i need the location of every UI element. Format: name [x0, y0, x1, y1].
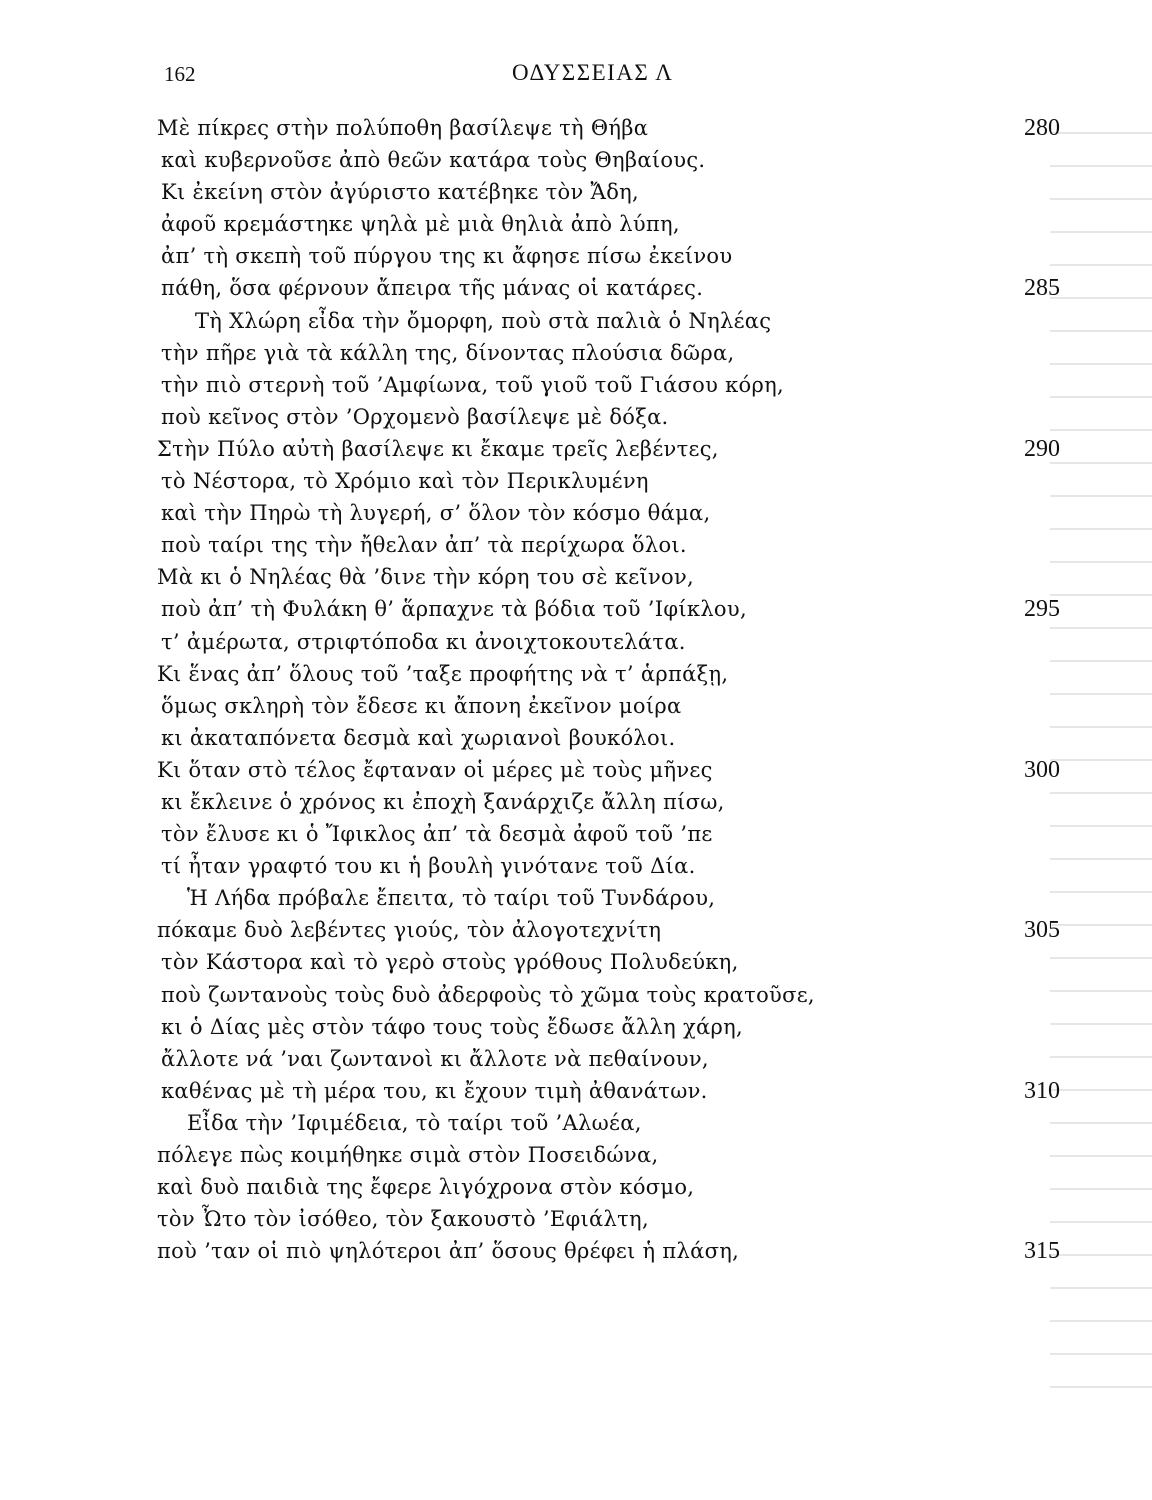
verse-text: κι ὁ Δίας μὲς στὸν τάφο τους τοὺς ἔδωσε ἄλλη χάρη,	[161, 1014, 743, 1039]
verse-text: κι ἔκλεινε ὁ χρόνος κι ἐποχὴ ξανάρχιζε ἄλλη πίσω,	[161, 789, 725, 814]
poem-line	[0, 112, 1152, 144]
poem-line	[0, 272, 1152, 304]
poem-line	[0, 561, 1152, 593]
poem-line	[0, 401, 1152, 433]
verse-text: τὸν Κάστορα καὶ τὸ γερὸ στοὺς γρόθους Πολυδεύκη,	[161, 950, 739, 975]
poem-line	[0, 754, 1152, 786]
poem-line	[0, 529, 1152, 561]
poem-line	[0, 1075, 1152, 1107]
verse-text: κι ἀκαταπόνετα δεσμὰ καὶ χωριανοὶ βουκόλοι.	[161, 725, 676, 750]
poem-line	[0, 144, 1152, 176]
line-number: 300	[1024, 756, 1060, 783]
verse-text: Στὴν Πύλο αὐτὴ βασίλεψε κι ἔκαμε τρεῖς λεβέντες,	[157, 436, 719, 461]
poem-line	[0, 1139, 1152, 1171]
verse-text: Μὰ κι ὁ Νηλέας θὰ ’δινε τὴν κόρη του σὲ κεῖνον,	[157, 565, 695, 590]
poem-line	[0, 658, 1152, 690]
verse-text: ἀφοῦ κρεμάστηκε ψηλὰ μὲ μιὰ θηλιὰ ἀπὸ λύπη,	[161, 212, 680, 237]
poem-line	[0, 337, 1152, 369]
poem-line	[0, 1011, 1152, 1043]
verse-text: ποὺ ζωντανοὺς τοὺς δυὸ ἀδερφοὺς τὸ χῶμα τοὺς κρατοῦσε,	[161, 982, 815, 1007]
page-number: 162	[164, 62, 196, 86]
verse-text: ὅμως σκληρὴ τὸν ἔδεσε κι ἄπονη ἐκεῖνον μοίρα	[161, 693, 682, 718]
poem-line	[0, 1107, 1152, 1139]
poem-line	[0, 979, 1152, 1011]
verse-text: καὶ κυβερνοῦσε ἀπὸ θεῶν κατάρα τοὺς Θηβαίους.	[161, 148, 706, 173]
verse-text: ἀπ’ τὴ σκεπὴ τοῦ πύργου της κι ἄφησε πίσω ἐκείνου	[161, 244, 733, 269]
poem-line	[0, 497, 1152, 529]
poem-line	[0, 465, 1152, 497]
verse-text: Μὲ πίκρες στὴν πολύποθη βασίλεψε τὴ Θήβα	[157, 116, 649, 140]
poem-line	[0, 882, 1152, 914]
poem-line	[0, 1171, 1152, 1203]
verse-text: Ἡ Λήδα πρόβαλε ἔπειτα, τὸ ταίρι τοῦ Τυνδάρου,	[187, 886, 716, 911]
poem-line	[0, 818, 1152, 850]
verse-text: πόλεγε πὼς κοιμήθηκε σιμὰ στὸν Ποσειδώνα,	[157, 1143, 659, 1167]
poem-line	[0, 593, 1152, 625]
verse-text: τὴν πιὸ στερνὴ τοῦ ’Αμφίωνα, τοῦ γιοῦ τοῦ Γιάσου κόρη,	[161, 372, 784, 397]
verse-text: ποὺ ’ταν οἱ πιὸ ψηλότεροι ἀπ’ ὅσους θρέφει ἡ πλάση,	[157, 1239, 740, 1264]
verse-text: ποὺ κεῖνος στὸν ’Ορχομενὸ βασίλεψε μὲ δόξα.	[161, 404, 669, 429]
poem-line	[0, 369, 1152, 401]
poem-line	[0, 433, 1152, 465]
verse-text: Τὴ Χλώρη εἶδα τὴν ὄμορφη, ποὺ στὰ παλιὰ ὁ Νηλέας	[195, 308, 772, 333]
line-number: 305	[1024, 917, 1060, 944]
poem-line	[0, 240, 1152, 272]
line-number: 290	[1024, 435, 1060, 462]
poem-line	[0, 1043, 1152, 1075]
verse-text: καθένας μὲ τὴ μέρα του, κι ἔχουν τιμὴ ἀθανάτων.	[161, 1078, 708, 1103]
poem-line	[0, 208, 1152, 240]
verse-text: ποὺ ἀπ’ τὴ Φυλάκη θ’ ἅρπαχνε τὰ βόδια τοῦ ’Ιφίκλου,	[161, 597, 747, 622]
verse-text: ἄλλοτε νά ’ναι ζωντανοὶ κι ἄλλοτε νὰ πεθαίνουν,	[161, 1046, 709, 1071]
page-header	[0, 56, 1152, 92]
poem-line	[0, 1203, 1152, 1235]
verse-text: ποὺ ταίρι της τὴν ἤθελαν ἀπ’ τὰ περίχωρα ὅλοι.	[161, 533, 687, 558]
poem-line	[0, 914, 1152, 946]
poem-body	[0, 112, 1152, 1267]
running-title: ΟΔΥΣΣΕΙΑΣ Λ	[512, 60, 674, 85]
verse-text: πάθη, ὅσα φέρνουν ἄπειρα τῆς μάνας οἱ κατάρες.	[161, 276, 704, 301]
poem-line	[0, 626, 1152, 658]
poem-line	[0, 1235, 1152, 1267]
verse-text: τί ἦταν γραφτό του κι ἡ βουλὴ γινότανε τοῦ Δία.	[161, 854, 696, 879]
verse-text: πόκαμε δυὸ λεβέντες γιούς, τὸν ἀλογοτεχνίτη	[157, 918, 662, 943]
verse-text: Κι ἕνας ἀπ’ ὅλους τοῦ ’ταξε προφήτης νὰ τ’ ἁρπάξῃ,	[157, 661, 729, 686]
verse-text: τὸν ἔλυσε κι ὁ Ἴφικλος ἀπ’ τὰ δεσμὰ ἀφοῦ τοῦ ’πε	[161, 822, 713, 847]
verse-text: τὸν Ὦτο τὸν ἰσόθεο, τὸν ξακουστὸ ’Εφιάλτη,	[157, 1207, 649, 1232]
line-number: 295	[1024, 596, 1060, 623]
verse-text: καὶ τὴν Πηρὼ τὴ λυγερή, σ’ ὅλον τὸν κόσμο θάμα,	[161, 501, 711, 526]
verse-text: Κι ἐκείνη στὸν ἀγύριστο κατέβηκε τὸν Ἄδη,	[161, 180, 640, 205]
poem-line	[0, 850, 1152, 882]
verse-text: Εἶδα τὴν ’Ιφιμέδεια, τὸ ταίρι τοῦ ’Αλωέα,	[187, 1110, 642, 1135]
verse-text: τὴν πῆρε γιὰ τὰ κάλλη της, δίνοντας πλούσια δῶρα,	[161, 340, 735, 365]
line-number: 310	[1024, 1077, 1060, 1104]
verse-text: τ’ ἀμέρωτα, στριφτόποδα κι ἀνοιχτοκουτελάτα.	[161, 629, 686, 654]
poem-line	[0, 305, 1152, 337]
line-number: 285	[1024, 275, 1060, 302]
line-number: 280	[1024, 115, 1060, 141]
poem-line	[0, 176, 1152, 208]
verse-text: τὸ Νέστορα, τὸ Χρόμιο καὶ τὸν Περικλυμένη	[161, 469, 649, 494]
poem-line	[0, 690, 1152, 722]
poem-line	[0, 786, 1152, 818]
verse-text: καὶ δυὸ παιδιὰ της ἔφερε λιγόχρονα στὸν κόσμο,	[157, 1175, 695, 1200]
poem-line	[0, 722, 1152, 754]
poem-line	[0, 946, 1152, 978]
line-number: 315	[1024, 1238, 1060, 1265]
verse-text: Κι ὅταν στὸ τέλος ἔφταναν οἱ μέρες μὲ τοὺς μῆνες	[157, 757, 713, 782]
